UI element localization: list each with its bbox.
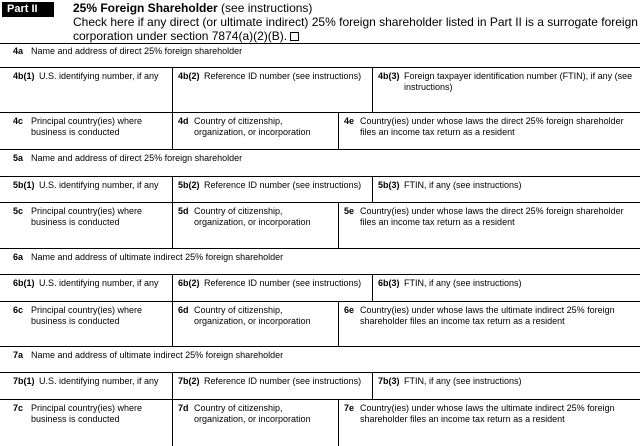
part-label: Part II <box>2 2 54 17</box>
field-label: Reference ID number (see instructions) <box>204 71 362 81</box>
line-number: 6b(1) <box>13 278 35 288</box>
line-4b3-field[interactable] <box>372 68 640 112</box>
surrogate-foreign-corp-checkbox[interactable] <box>290 32 299 41</box>
line-7b1-field[interactable] <box>0 373 172 399</box>
line-number: 6b(2) <box>178 278 200 288</box>
part-title <box>73 1 312 16</box>
line-4e-field[interactable] <box>338 113 640 149</box>
line-5b3-field[interactable] <box>372 177 640 202</box>
line-number: 5e <box>344 206 355 216</box>
part-ii-header <box>0 0 640 44</box>
line-7a-row <box>0 347 640 373</box>
line-number: 6c <box>13 305 24 315</box>
line-number: 7c <box>13 403 24 413</box>
line-number: 4d <box>178 116 189 126</box>
field-label: FTIN, if any (see instructions) <box>404 278 522 288</box>
line-7a-field[interactable] <box>0 347 640 372</box>
field-label: Country(ies) under whose laws the direct 25% foreign shareholder files an income tax return as a resident <box>360 206 624 227</box>
field-label: U.S. identifying number, if any <box>39 278 159 288</box>
line-7c-field[interactable] <box>0 400 172 446</box>
field-label: Country of citizenship, organization, or incorporation <box>194 305 311 326</box>
line-4c-row <box>0 113 640 150</box>
line-7c-row <box>0 400 640 446</box>
line-7b3-field[interactable] <box>372 373 640 399</box>
field-label: Country of citizenship, organization, or incorporation <box>194 206 311 227</box>
line-number: 5b(2) <box>178 180 200 190</box>
line-number: 5b(3) <box>378 180 400 190</box>
field-label: Reference ID number (see instructions) <box>204 376 362 386</box>
field-label: FTIN, if any (see instructions) <box>404 180 522 190</box>
line-number: 7d <box>178 403 189 413</box>
field-label: Country(ies) under whose laws the ultimate indirect 25% foreign shareholder files an income tax return as a resident <box>360 305 615 326</box>
line-6b-row <box>0 275 640 302</box>
line-7d-field[interactable] <box>172 400 338 446</box>
line-6e-field[interactable] <box>338 302 640 346</box>
field-label: Name and address of ultimate indirect 25% foreign shareholder <box>31 350 284 360</box>
line-4d-field[interactable] <box>172 113 338 149</box>
field-label: Reference ID number (see instructions) <box>204 278 362 288</box>
line-7b-row <box>0 373 640 400</box>
line-number: 5a <box>13 153 24 163</box>
field-label: Principal country(ies) where business is conducted <box>31 403 143 424</box>
line-number: 4e <box>344 116 355 126</box>
field-label: Country(ies) under whose laws the direct 25% foreign shareholder files an income tax return as a resident <box>360 116 624 137</box>
line-4a-row <box>0 43 640 68</box>
field-label: Principal country(ies) where business is conducted <box>31 116 143 137</box>
field-label: Reference ID number (see instructions) <box>204 180 362 190</box>
part-title-main: 25% Foreign Shareholder <box>73 1 218 15</box>
line-number: 5d <box>178 206 189 216</box>
line-5e-field[interactable] <box>338 203 640 248</box>
line-number: 4c <box>13 116 24 126</box>
line-5c-field[interactable] <box>0 203 172 248</box>
line-5b1-field[interactable] <box>0 177 172 202</box>
field-label: FTIN, if any (see instructions) <box>404 376 522 386</box>
field-label: Country of citizenship, organization, or incorporation <box>194 116 311 137</box>
field-label: Foreign taxpayer identification number (FTIN), if any (see instructions) <box>404 71 633 92</box>
line-number: 5c <box>13 206 24 216</box>
field-label: Country(ies) under whose laws the ultimate indirect 25% foreign shareholder files an income tax return as a resident <box>360 403 615 424</box>
line-number: 6e <box>344 305 355 315</box>
line-6b3-field[interactable] <box>372 275 640 301</box>
line-number: 7b(2) <box>178 376 200 386</box>
field-label: Country of citizenship, organization, or incorporation <box>194 403 311 424</box>
line-number: 4b(3) <box>378 71 400 81</box>
field-label: Name and address of direct 25% foreign shareholder <box>31 153 243 163</box>
line-6a-field[interactable] <box>0 249 640 274</box>
field-label: U.S. identifying number, if any <box>39 71 159 81</box>
line-number: 5b(1) <box>13 180 35 190</box>
line-7e-field[interactable] <box>338 400 640 446</box>
line-6b2-field[interactable] <box>172 275 372 301</box>
field-label: U.S. identifying number, if any <box>39 376 159 386</box>
line-5d-field[interactable] <box>172 203 338 248</box>
line-7b2-field[interactable] <box>172 373 372 399</box>
field-label: Principal country(ies) where business is conducted <box>31 305 143 326</box>
part-title-note: (see instructions) <box>221 1 313 15</box>
line-number: 4b(2) <box>178 71 200 81</box>
surrogate-checkbox-label: Check here if any direct (or ultimate indirect) 25% foreign shareholder listed in Part II is a surrogate foreign corporation under section 7874(a)(2)(B). <box>73 15 638 43</box>
line-4b1-field[interactable] <box>0 68 172 112</box>
field-label: U.S. identifying number, if any <box>39 180 159 190</box>
line-4a-field[interactable] <box>0 43 640 67</box>
line-number: 6b(3) <box>378 278 400 288</box>
line-number: 6d <box>178 305 189 315</box>
line-4b-row <box>0 68 640 113</box>
field-label: Name and address of ultimate indirect 25% foreign shareholder <box>31 252 284 262</box>
line-6a-row <box>0 249 640 275</box>
line-6b1-field[interactable] <box>0 275 172 301</box>
line-number: 7e <box>344 403 355 413</box>
line-number: 4b(1) <box>13 71 35 81</box>
line-5b-row <box>0 177 640 203</box>
line-5b2-field[interactable] <box>172 177 372 202</box>
line-6c-row <box>0 302 640 347</box>
line-5a-field[interactable] <box>0 150 640 176</box>
surrogate-checkbox-text <box>73 15 638 43</box>
line-4b2-field[interactable] <box>172 68 372 112</box>
line-number: 7b(3) <box>378 376 400 386</box>
line-number: 6a <box>13 252 24 262</box>
line-4c-field[interactable] <box>0 113 172 149</box>
line-5c-row <box>0 203 640 249</box>
line-number: 4a <box>13 46 24 56</box>
line-5a-row <box>0 150 640 177</box>
line-6c-field[interactable] <box>0 302 172 346</box>
line-6d-field[interactable] <box>172 302 338 346</box>
line-number: 7b(1) <box>13 376 35 386</box>
field-label: Name and address of direct 25% foreign shareholder <box>31 46 243 56</box>
line-number: 7a <box>13 350 24 360</box>
field-label: Principal country(ies) where business is conducted <box>31 206 143 227</box>
